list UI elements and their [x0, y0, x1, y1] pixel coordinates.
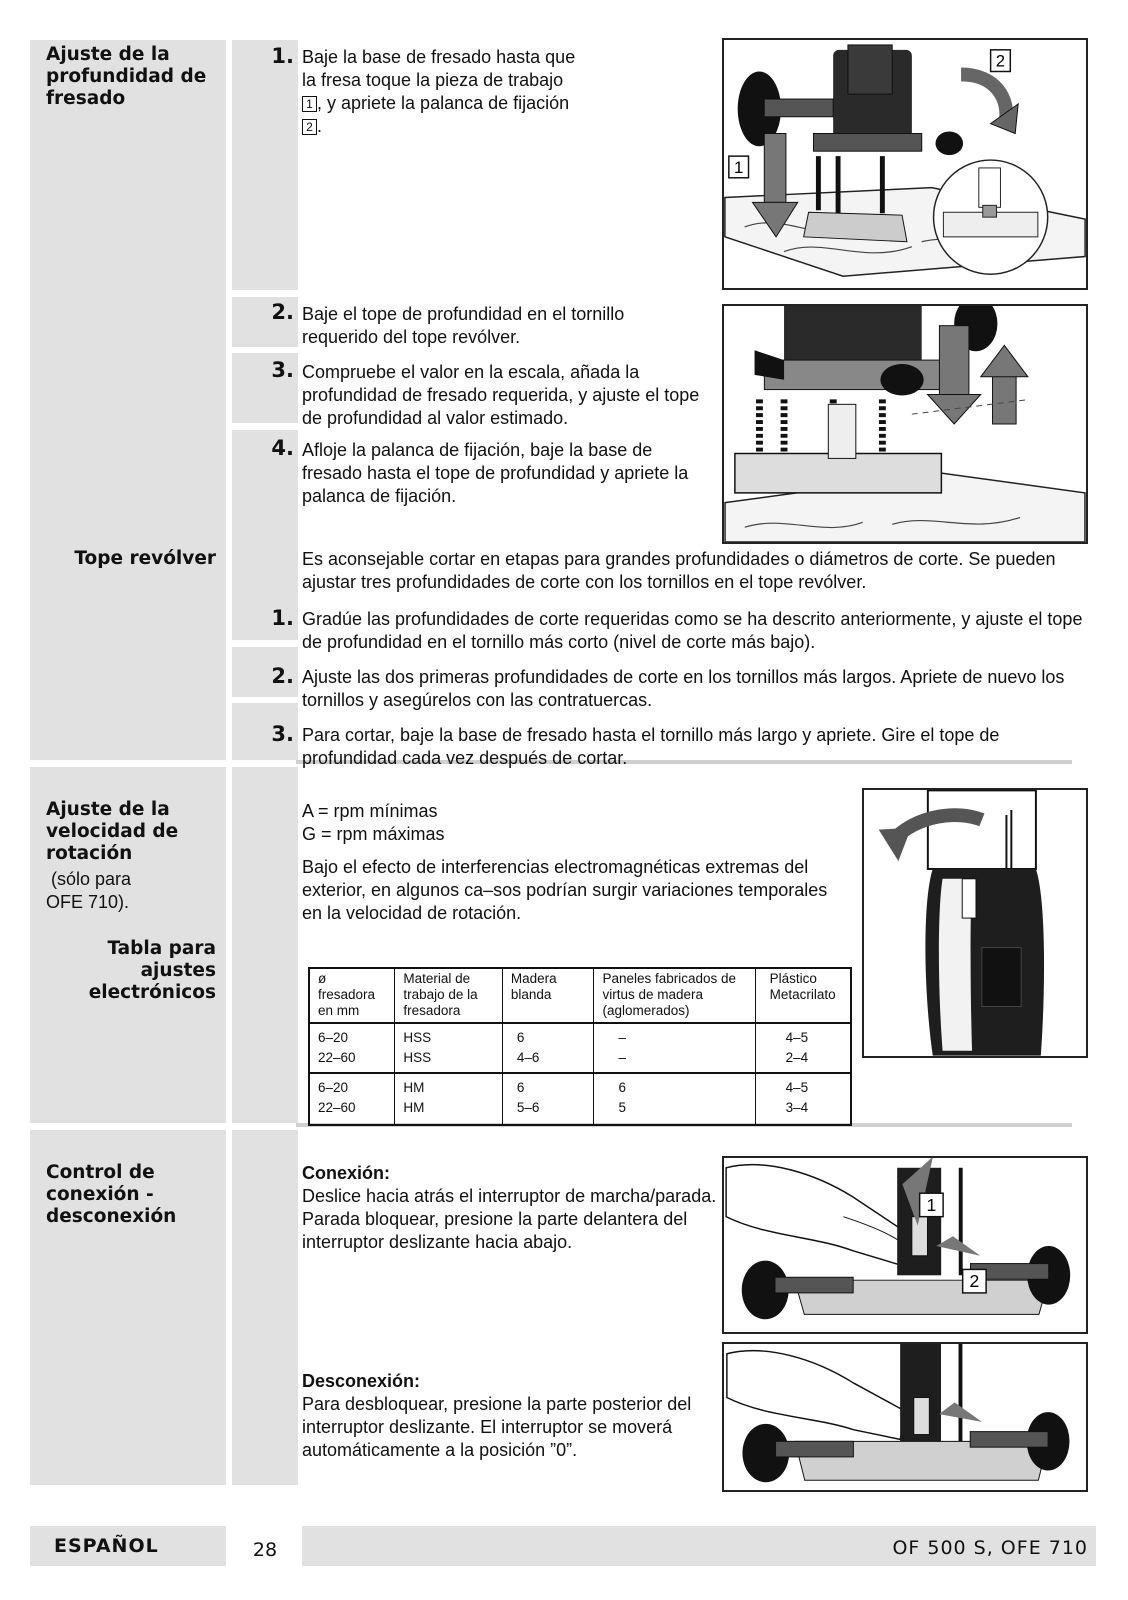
num-panel-step1	[232, 40, 298, 290]
fig1-label-1: 1	[734, 157, 744, 177]
step-number: 2.	[271, 664, 294, 688]
step-number: 3.	[271, 358, 294, 382]
footer-model: OF 500 S, OFE 710	[892, 1537, 1088, 1559]
section-title-revolver: Tope revólver	[74, 548, 216, 569]
speed-settings-table	[308, 967, 852, 1126]
revolver-intro: Es aconsejable cortar en etapas para grandes profundidades o diámetros de corte. Se pueden ajustar tres profundidades de corte con los tornillos en el tope revólver.	[302, 549, 1056, 592]
callout-2: 2	[302, 119, 317, 135]
table-row	[309, 1023, 851, 1048]
switch-off-title: Desconexión:	[302, 1371, 421, 1391]
left-panel-depth	[30, 40, 226, 760]
step-text: Ajuste las dos primeras profundidades de corte en los tornillos más largos. Apriete de nuevo los tornillos y asegúrelos con las contratuercas.	[302, 667, 1065, 710]
table-cell: 4–5	[785, 1080, 809, 1095]
table-cell: 6–20	[309, 1073, 395, 1098]
speed-line-a: A = rpm mínimas	[302, 801, 438, 821]
figure-speed-dial	[862, 788, 1088, 1058]
num-panel-speed	[232, 767, 298, 1123]
table-cell: 22–60	[309, 1048, 395, 1073]
table-cell: 2–4	[755, 1048, 851, 1073]
step-number: 3.	[271, 722, 294, 746]
table-row	[309, 1073, 851, 1098]
table-cell: 5	[594, 1098, 755, 1125]
table-header-row	[309, 968, 851, 1023]
table-cell: 6	[594, 1073, 755, 1098]
fig1-label-2: 2	[995, 51, 1006, 71]
table-header-cell: Plástico Metacrilato	[755, 968, 851, 1023]
fig4-label-1: 1	[926, 1194, 937, 1215]
section-title-speed	[46, 799, 216, 865]
switch-on-illustration	[724, 1158, 1086, 1332]
table-row	[309, 1048, 851, 1073]
speed-subtitle-a: (sólo para	[46, 869, 132, 889]
table-cell: HSS	[395, 1048, 503, 1073]
table-cell: HM	[395, 1098, 503, 1125]
table-cell: 6	[502, 1023, 594, 1048]
table-cell: 6–20	[309, 1023, 395, 1048]
table-cell: 3–4	[785, 1100, 809, 1115]
figure-switch-off	[722, 1342, 1088, 1492]
speed-title: Ajuste de la velocidad de rotación	[46, 799, 179, 864]
table-header-cell: Madera blanda	[502, 968, 594, 1023]
step-number: 2.	[271, 300, 294, 324]
speed-dial-illustration	[864, 790, 1086, 1056]
switch-on-text: Deslice hacia atrás el interruptor de marcha/parada. Parada bloquear, presione la parte delantera del interruptor deslizante hacia abajo.	[302, 1186, 717, 1252]
step-text: Afloje la palanca de fijación, baje la base de fresado hasta el tope de profundidad y apriete la palanca de fijación.	[302, 440, 689, 506]
step1-text-d: .	[317, 116, 323, 136]
table-header-cell: Paneles fabricados de virtus de madera (aglomerados)	[594, 968, 755, 1023]
step-number: 4.	[271, 436, 294, 460]
switch-off-illustration	[724, 1344, 1086, 1490]
speed-note: Bajo el efecto de interferencias electromagnéticas extremas del exterior, en algunos ca–sos podrían surgir variaciones temporales en la velocidad de rotación.	[302, 857, 828, 923]
speed-subtitle	[46, 868, 216, 914]
step-text: Gradúe las profundidades de corte requeridas como se ha descrito anteriormente, y ajuste el tope de profundidad en el tornillo más corto (nivel de corte más bajo).	[302, 609, 1083, 652]
footer-language: ESPAÑOL	[54, 1535, 159, 1557]
step1-text-c: , y apriete la palanca de fijación	[317, 93, 570, 113]
figure-depth-stop	[722, 304, 1088, 544]
step-number: 1.	[271, 44, 294, 68]
table-cell: 5–6	[502, 1098, 594, 1125]
step-text: Para cortar, baje la base de fresado hasta el tornillo más largo y apriete. Gire el tope de profundidad cada vez después de cortar.	[302, 725, 1000, 768]
table-cell: 6	[502, 1073, 594, 1098]
switch-off-text: Para desbloquear, presione la parte posterior del interruptor deslizante. El interruptor se moverá automáticamente a la posición ”0”.	[302, 1394, 692, 1460]
fig4-label-2: 2	[969, 1271, 980, 1292]
table-row	[309, 1098, 851, 1125]
router-plunge-illustration	[724, 40, 1086, 288]
speed-line-g: G = rpm máximas	[302, 824, 445, 844]
table-cell: –	[594, 1023, 755, 1048]
step1-text-b: la fresa toque la pieza de trabajo	[302, 70, 564, 90]
table-header-cell: Material de trabajo de la fresadora	[395, 968, 503, 1023]
figure-switch-on	[722, 1156, 1088, 1334]
step1-text-a: Baje la base de fresado hasta que	[302, 47, 576, 67]
step-text: Baje el tope de profundidad en el tornillo requerido del tope revólver.	[302, 304, 625, 347]
step-text: Compruebe el valor en la escala, añada la profundidad de fresado requerida, y ajuste el tope de profundidad al valor estimado.	[302, 362, 700, 428]
depth-stop-illustration	[724, 306, 1086, 542]
table-cell: 22–60	[309, 1098, 395, 1125]
page-number: 28	[252, 1539, 278, 1561]
step-text	[302, 46, 642, 138]
table-cell: 4–6	[502, 1048, 594, 1073]
table-cell: HM	[395, 1073, 503, 1098]
section-title-switch: Control de conexión - desconexión	[46, 1162, 177, 1227]
step-number: 1.	[271, 606, 294, 630]
speed-subtitle-b: OFE 710).	[46, 892, 130, 912]
table-header-cell: ø fresadora en mm	[309, 968, 395, 1023]
num-panel-switch	[232, 1130, 298, 1485]
table-cell: –	[594, 1048, 755, 1073]
section-title-depth: Ajuste de la profundidad de fresado	[46, 44, 207, 109]
callout-1: 1	[302, 96, 317, 112]
figure-router-plunge	[722, 38, 1088, 290]
switch-on-title: Conexión:	[302, 1163, 390, 1183]
table-title: Tabla para ajustes electrónicos	[88, 938, 216, 1003]
table-cell: 4–5	[785, 1030, 809, 1045]
table-cell: HSS	[395, 1023, 503, 1048]
